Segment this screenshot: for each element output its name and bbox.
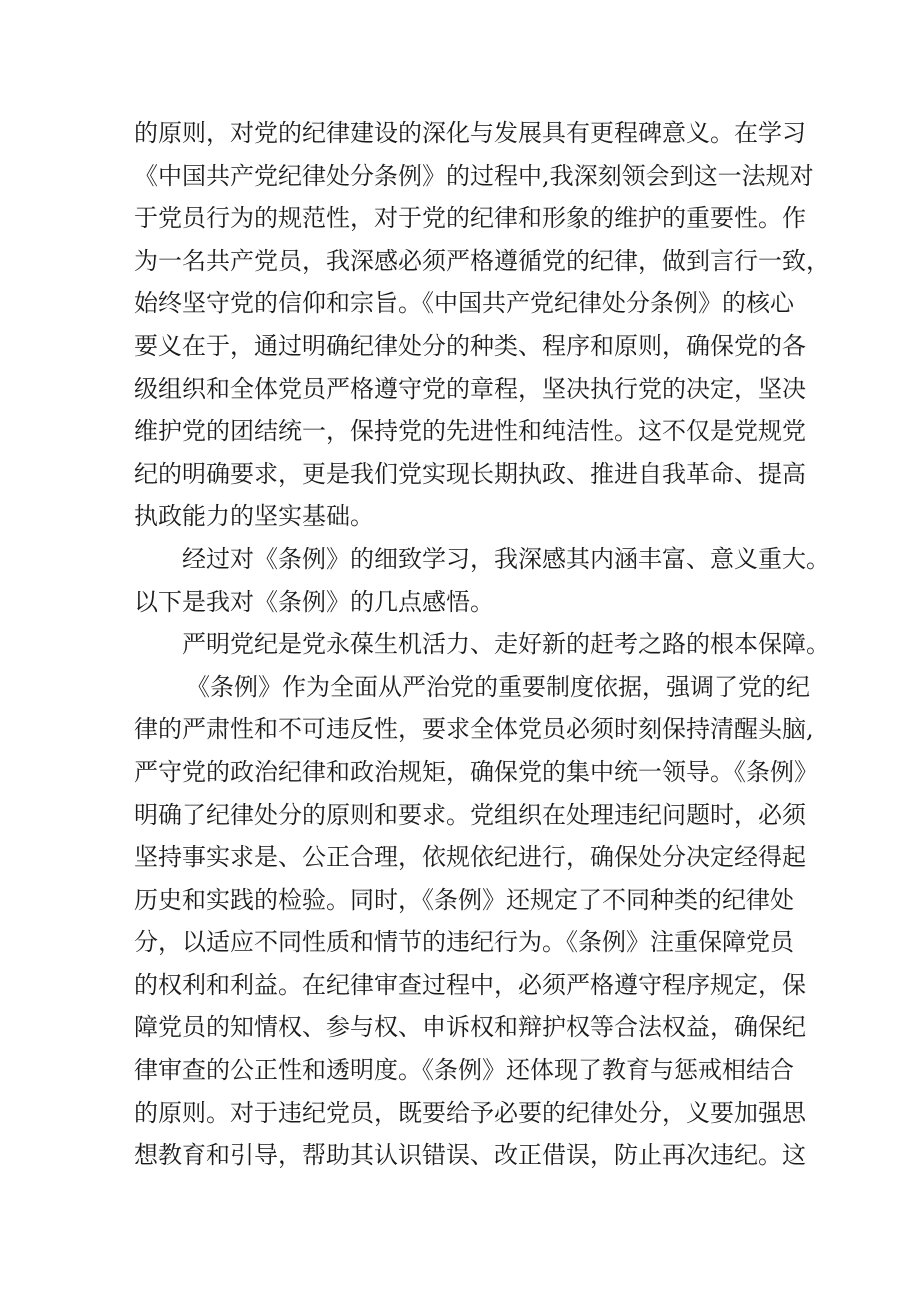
text-line: 历史和实践的检验。同时，《条例》还规定了不同种类的纪律处 [134,885,794,914]
text-line: 级组织和全体党员严格遵守党的章程，坚决执行党的决定，坚决 [134,374,806,403]
text-line: 要义在于，通过明确纪律处分的种类、程序和原则，确保党的各 [134,331,806,360]
text-line: 以下是我对《条例》的几点感悟。 [134,587,494,616]
text-line: 想教育和引导，帮助其认识错误、改正借误，防止再次违纪。这 [134,1141,806,1170]
paragraph-start-line: 严明党纪是党永葆生机活力、走好新的赶考之路的根本保障。 [182,630,830,659]
text-line: 为一名共产党员，我深感必须严格遵循党的纪律，做到言行一致， [134,246,830,275]
text-line: 维护党的团结统一，保持党的先进性和纯洁性。这不仅是党规党 [134,417,806,446]
text-line: 于党员行为的规范性，对于党的纪律和形象的维护的重要性。作 [134,204,806,233]
text-line: 《中国共产党纪律处分条例》的过程中,我深刻领会到这一法规对 [134,161,814,190]
text-line: 纪的明确要求，更是我们党实现长期执政、推进自我革命、提高 [134,459,806,488]
paragraph-start-line: 经过对《条例》的细致学习，我深感其内涵丰富、意义重大。 [182,544,830,573]
text-line: 执政能力的坚实基础。 [134,502,374,531]
text-line: 严守党的政治纪律和政治规矩，确保党的集中统一领导。《条例》 [134,757,818,786]
paragraph-start-line: 《条例》作为全面从严治党的重要制度依据，强调了党的纪 [186,672,810,701]
text-line: 障党员的知情权、参与权、申诉权和辩护权等合法权益，确保纪 [134,1013,806,1042]
text-line: 坚持事实求是、公正合理，依规依纪进行，确保处分决定经得起 [134,843,806,872]
text-line: 的原则。对于违纪党员，既要给予必要的纪律处分，义要加强思 [134,1098,806,1127]
text-line: 分，以适应不同性质和情节的违纪行为。《条例》注重保障党员 [134,928,794,957]
body-text [134,112,830,1177]
text-line: 的权利和利益。在纪律审查过程中，必须严格遵守程序规定，保 [134,970,806,999]
text-line: 律的严肃性和不可违反性，要求全体党员必须时刻保持清醒头脑, [134,715,814,744]
text-line: 的原则，对党的纪律建设的深化与发展具有更程碑意义。在学习 [134,119,806,147]
text-line: 始终坚守党的信仰和宗旨。《中国共产党纪律处分条例》的核心 [134,289,794,318]
text-line: 明确了纪律处分的原则和要求。党组织在处理违纪问题时，必须 [134,800,806,829]
text-line: 律审查的公正性和透明度。《条例》还体现了教育与惩戒相结合 [134,1056,794,1085]
